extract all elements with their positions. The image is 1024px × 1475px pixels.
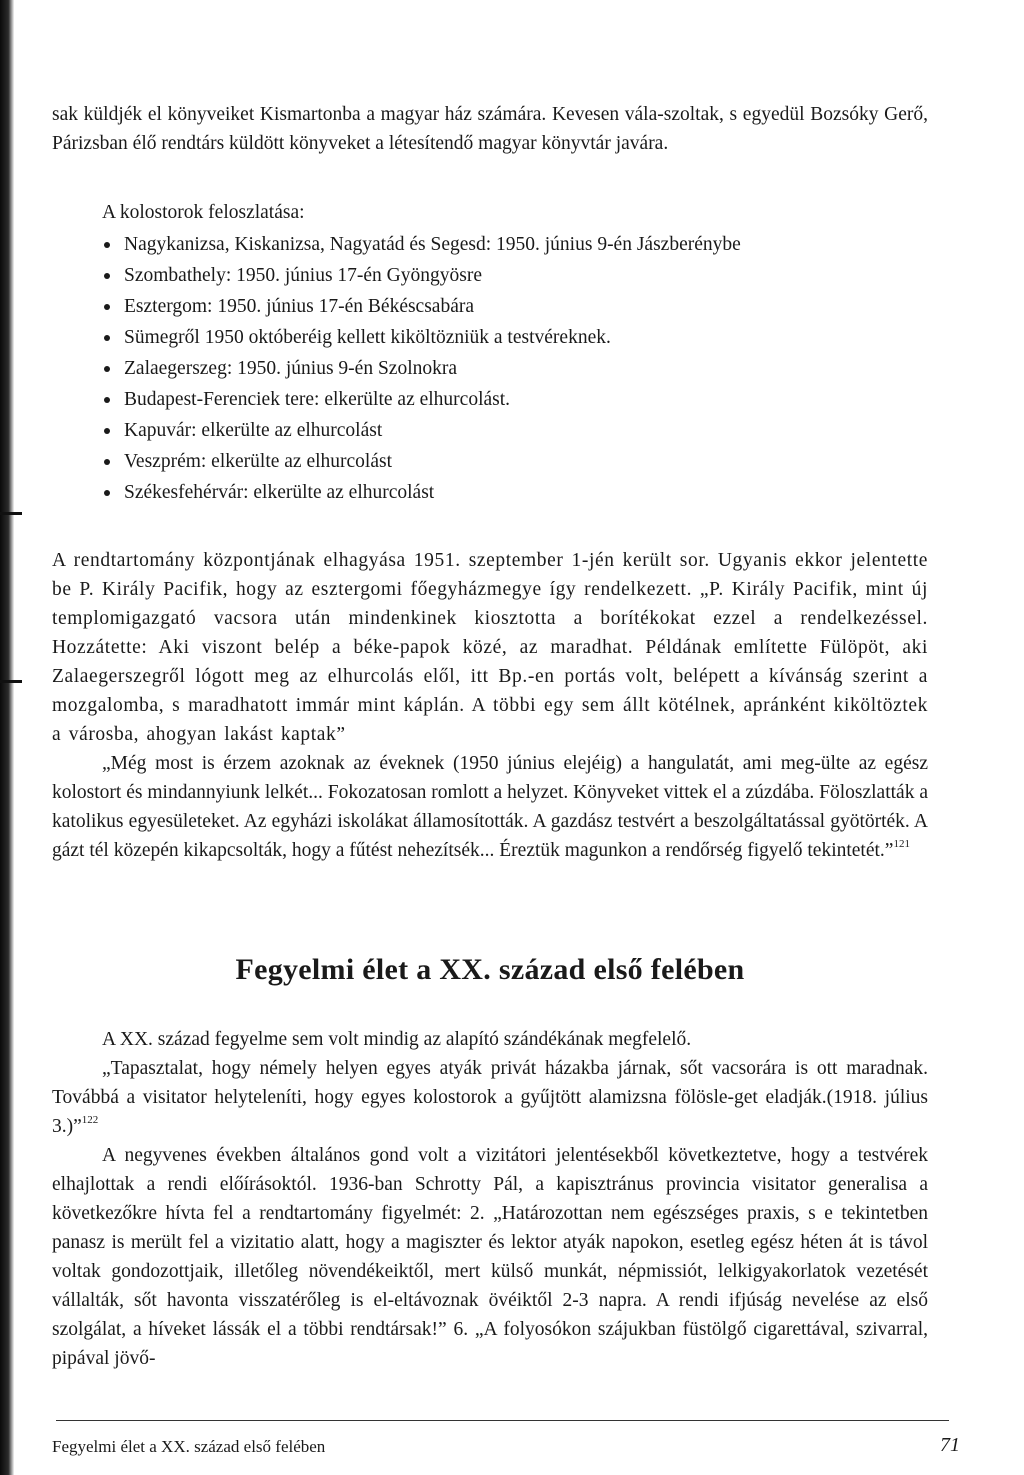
scan-mark xyxy=(0,680,22,683)
section-lead: A XX. század fegyelme sem volt mindig az alapító szándékának megfelelő. xyxy=(102,1029,692,1050)
bullet-icon xyxy=(104,304,110,310)
running-title: Fegyelmi élet a XX. század első felében xyxy=(52,1437,326,1456)
dissolution-list xyxy=(102,229,928,508)
footer-rule xyxy=(56,1420,949,1421)
bullet-icon xyxy=(104,273,110,279)
quote-1950: „Még most is érzem azoknak az éveknek (1950 június elejéig) a hangulatát, ami meg-ülte az egész kolostort és mindannyiunk lelkét... Fokozatosan romlott a helyzet. Könyveket vittek el a zúzdába. Föloszlatták a katolikus egyesületeket. Az egyházi iskolákat államosították. A gazdász testvért a beszolgáltatással gyötörték. A gázt tél közepén kikapcsolták, hogy a fűtést nehezítsék... Éreztük magunkon a rendőrség figyelő tekintetét.”$^{121}$ xyxy=(52,753,928,861)
section-title: Fegyelmi élet a XX. század első felében xyxy=(235,953,745,986)
list-item: Budapest-Ferenciek tere: elkerülte az elhurcolást. xyxy=(102,384,928,415)
list-title: A kolostorok feloszlatása: xyxy=(102,202,305,223)
list-item: Esztergom: 1950. június 17-én Békéscsabára xyxy=(102,291,928,322)
bullet-icon xyxy=(104,397,110,403)
intro-paragraph: sak küldjék el könyveiket Kismartonba a magyar ház számára. Kevesen vála-szoltak, s egyedül Bozsóky Gerő, Párizsban élő rendtárs küldött könyveket a létesítendő magyar könyvtár javára. xyxy=(52,104,928,154)
list-item: Kapuvár: elkerülte az elhurcolást xyxy=(102,415,928,446)
bullet-icon xyxy=(104,242,110,248)
list-item: Veszprém: elkerülte az elhurcolást xyxy=(102,446,928,477)
quote-1918: „Tapasztalat, hogy némely helyen egyes atyák privát házakba járnak, sőt vacsorára is ott maradnak. Továbbá a visitator helyteleníti, hogy egyes kolostorok a gyűjtött alamizsna fölösle-get eladják.(1918. július 3.)”$^{122}$ xyxy=(52,1058,928,1137)
bullet-icon xyxy=(104,490,110,496)
list-item: Nagykanizsa, Kiskanizsa, Nagyatád és Segesd: 1950. június 9-én Jászberénybe xyxy=(102,229,928,260)
list-item: Székesfehérvár: elkerülte az elhurcolást xyxy=(102,477,928,508)
bullet-icon xyxy=(104,366,110,372)
dissolution-list-block xyxy=(102,198,928,508)
paragraph-1940s: A negyvenes években általános gond volt a vizitátori jelentésekből következtetve, hogy a testvérek elhajlottak a rendi előírásoktól. 1936-ban Schrotty Pál, a kapisztránus provincia visitator generalisa a következőkre hívta fel a rendtartomány figyelmét: 2. „Határozottan nem egészséges praxis, s e tekintetben panasz is merült fel a vizitatio alatt, hogy a magiszter és lektor atyák napokon, esetleg egész héten át is távol voltak gondozottjaik, illetőleg növendékeiktől, mert külső munkát, népmissiót, lelkigyakorlatok vezetését vállalták, sőt havonta visszatérőleg is el-eltávoznak övéiktől 2-3 napra. A rendi ifjúság nevelése az első szolgálat, a híveket lássák el a többi rendtársak!” 6. „A folyosókon szájukban füstölgő cigarettával, szivarral, pipával jövő- xyxy=(52,1145,928,1369)
footnote-ref: 121 xyxy=(893,838,910,850)
bullet-icon xyxy=(104,428,110,434)
page-number: 71 xyxy=(940,1434,960,1456)
abandonment-paragraph: A rendtartomány központjának elhagyása 1951. szeptember 1-jén került sor. Ugyanis ekkor jelentette be P. Király Pacifik, hogy az esztergomi főegyházmegye így rendelkezett. „P. Király Pacifik, mint új templomigazgató vacsora után mindenkinek kiosztotta a borítékokat ezzel a rendelkezéssel. Hozzátette: Aki viszont belép a béke-papok közé, az maradhat. Példának említette Fülöpöt, aki Zalaegerszegről lógott meg az elhurcolás elől, itt Bp.-en portás volt, belépett a kívánság szerint a mozgalomba, s maradhatott immár mint káplán. A többi egy sem állt kötélnek, apránként kiköltöztek a városba, ahogyan lakást kaptak” xyxy=(52,550,928,745)
page-body xyxy=(52,100,928,1373)
bullet-icon xyxy=(104,335,110,341)
list-item: Sümegről 1950 októberéig kellett kiköltözniük a testvéreknek. xyxy=(102,322,928,353)
scan-edge xyxy=(0,0,14,1475)
list-item: Zalaegerszeg: 1950. június 9-én Szolnokra xyxy=(102,353,928,384)
footnote-ref: 122 xyxy=(81,1114,99,1126)
bullet-icon xyxy=(104,459,110,465)
scan-mark xyxy=(0,512,22,515)
list-item: Szombathely: 1950. június 17-én Gyöngyösre xyxy=(102,260,928,291)
